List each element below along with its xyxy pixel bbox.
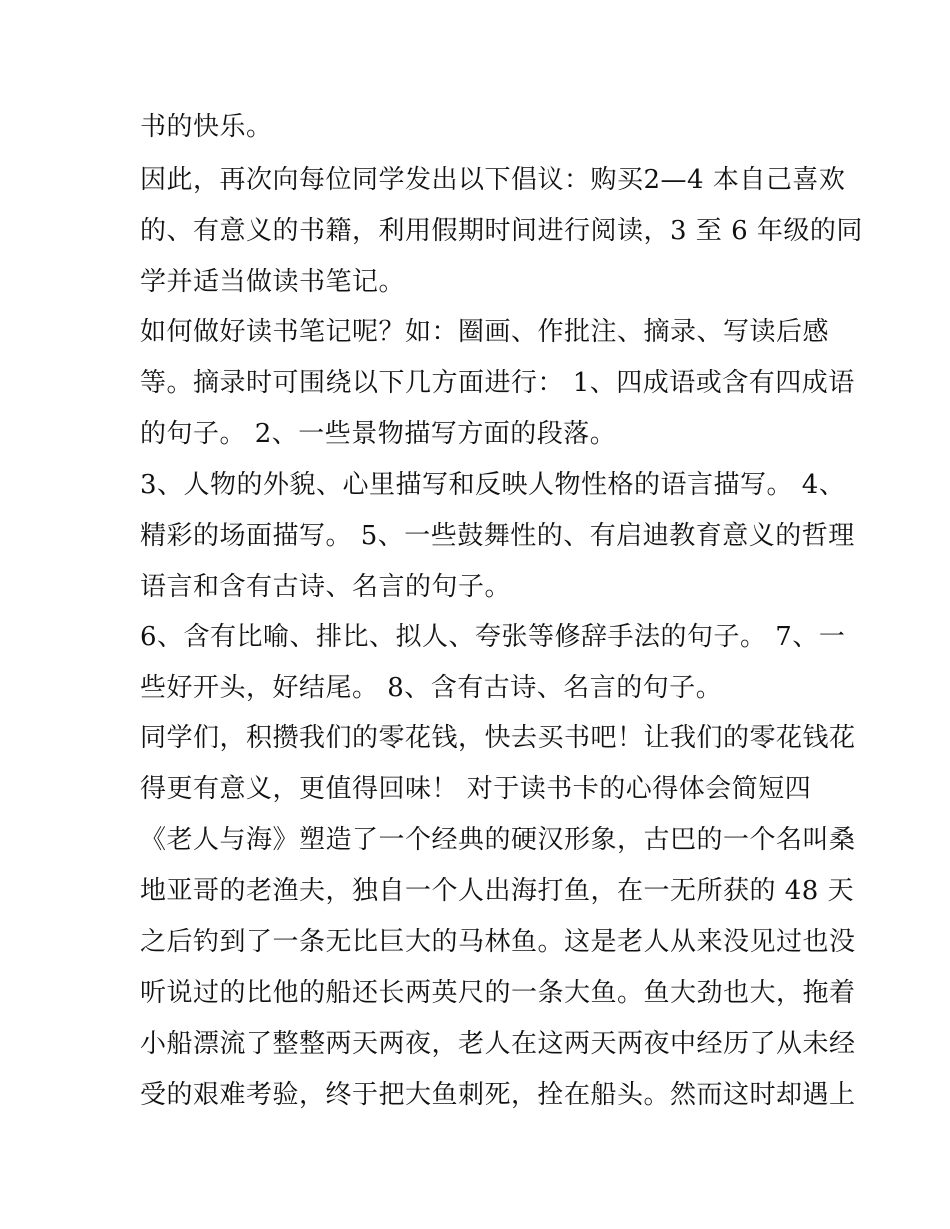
- text-line: 学并适当做读书笔记。: [140, 267, 406, 297]
- text-line: 地亚哥的老渔夫，独自一个人出海打鱼，在一无所获的 48 天: [140, 876, 855, 906]
- text-line: 《老人与海》塑造了一个经典的硬汉形象，古巴的一个名叫桑: [140, 825, 856, 855]
- text-line: 如何做好读书笔记呢？如：圈画、作批注、摘录、写读后感: [140, 317, 830, 347]
- text-line: 等。摘录时可围绕以下几方面进行： 1、四成语或含有四成语: [140, 368, 855, 398]
- text-line: 得更有意义，更值得回味！ 对于读书卡的心得体会简短四: [140, 774, 812, 804]
- text-line: 3、人物的外貌、心里描写和反映人物性格的语言描写。 4、: [140, 470, 846, 500]
- text-line: 的、有意义的书籍，利用假期时间进行阅读，3 至 6 年级的同: [140, 216, 863, 246]
- text-line: 6、含有比喻、排比、拟人、夸张等修辞手法的句子。 7、一: [140, 622, 846, 652]
- text-line: 受的艰难考验，终于把大鱼刺死，拴在船头。然而这时却遇上: [140, 1080, 856, 1110]
- text-line: 小船漂流了整整两天两夜，老人在这两天两夜中经历了从未经: [140, 1029, 856, 1059]
- text-line: 听说过的比他的船还长两英尺的一条大鱼。鱼大劲也大，拖着: [140, 978, 856, 1008]
- text-line: 些好开头，好结尾。 8、含有古诗、名言的句子。: [140, 673, 723, 703]
- text-line: 因此，再次向每位同学发出以下倡议：购买2—4 本自己喜欢: [140, 165, 846, 195]
- text-line: 的句子。 2、一些景物描写方面的段落。: [140, 419, 617, 449]
- text-line: 书的快乐。: [140, 112, 273, 142]
- text-line: 之后钓到了一条无比巨大的马林鱼。这是老人从来没见过也没: [140, 927, 856, 957]
- text-line: 语言和含有古诗、名言的句子。: [140, 572, 512, 602]
- text-line: 同学们，积攒我们的零花钱，快去买书吧！让我们的零花钱花: [140, 723, 856, 753]
- text-line: 精彩的场面描写。 5、一些鼓舞性的、有启迪教育意义的哲理: [140, 521, 855, 551]
